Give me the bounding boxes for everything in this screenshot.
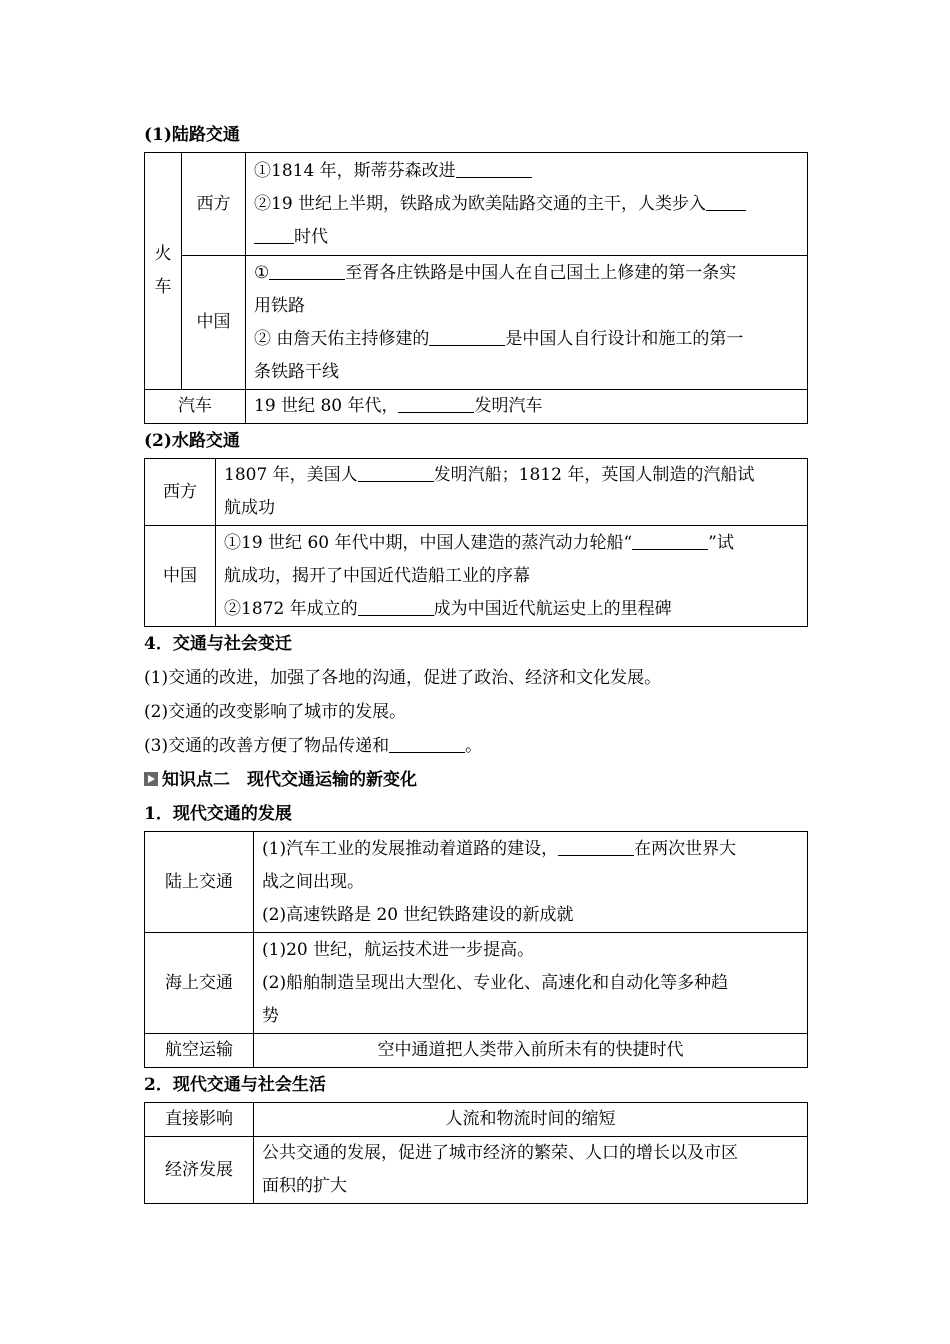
fill-blank[interactable] xyxy=(706,193,746,211)
land-transport-heading: (1)陆路交通 xyxy=(144,125,240,145)
air-content: 空中通道把人类带入前所未有的快捷时代 xyxy=(254,1034,808,1068)
modern-life-table xyxy=(144,1102,808,1204)
knowledge-point-2-heading: 知识点二 现代交通运输的新变化 xyxy=(144,763,808,797)
land-modern-content: (1)汽车工业的发展推动着道路的建设， 在两次世界大 战之间出现。 (2)高速铁路是 20 世纪铁路建设的新成就 xyxy=(254,832,808,933)
section4-p3: (3)交通的改善方便了物品传递和 。 xyxy=(144,736,483,756)
direct-impact-content: 人流和物流时间的缩短 xyxy=(254,1103,808,1137)
land-china-content: ① 至胥各庄铁路是中国人在自己国土上修建的第一条实 用铁路 ② 由詹天佑主持修建的 是中国人自行设计和施工的第一 条铁路干线 xyxy=(246,256,808,390)
section4-p1: (1)交通的改进，加强了各地的沟通，促进了政治、经济和文化发展。 xyxy=(144,668,662,688)
land-modern-label: 陆上交通 xyxy=(145,832,254,933)
fill-blank[interactable] xyxy=(456,160,532,178)
water-china-label: 中国 xyxy=(145,526,216,627)
fill-blank[interactable] xyxy=(398,395,474,413)
fill-blank-cont[interactable] xyxy=(254,226,294,244)
fill-blank[interactable] xyxy=(389,735,465,753)
fill-blank[interactable] xyxy=(429,328,505,346)
fill-blank[interactable] xyxy=(358,464,434,482)
water-west-content: 1807 年，美国人 发明汽船；1812 年，英国人制造的汽船试 航成功 xyxy=(216,459,808,526)
air-label: 航空运输 xyxy=(145,1034,254,1068)
land-west-content: ①1814 年，斯蒂芬森改进 ②19 世纪上半期，铁路成为欧美陆路交通的主干，人类步入 时代 xyxy=(246,153,808,256)
water-transport-heading: (2)水路交通 xyxy=(144,431,240,451)
modern-dev-heading: 1．现代交通的发展 xyxy=(144,804,292,824)
train-label: 火 车 xyxy=(145,153,182,390)
car-content: 19 世纪 80 年代， 发明汽车 xyxy=(246,390,808,424)
fill-blank[interactable] xyxy=(358,598,434,616)
sea-label: 海上交通 xyxy=(145,933,254,1034)
fill-blank[interactable] xyxy=(632,532,708,550)
fill-blank[interactable] xyxy=(558,838,634,856)
economy-label: 经济发展 xyxy=(145,1137,254,1204)
sea-content: (1)20 世纪，航运技术进一步提高。 (2)船舶制造呈现出大型化、专业化、高速化和自动化等多种趋 势 xyxy=(254,933,808,1034)
direct-impact-label: 直接影响 xyxy=(145,1103,254,1137)
land-china-label: 中国 xyxy=(182,256,246,390)
section4-heading: 4．交通与社会变迁 xyxy=(144,634,292,654)
land-west-label: 西方 xyxy=(182,153,246,256)
modern-transport-table xyxy=(144,831,808,1068)
play-marker-icon xyxy=(144,772,158,786)
water-transport-table xyxy=(144,458,808,627)
section4-p2: (2)交通的改变影响了城市的发展。 xyxy=(144,702,407,722)
page-content xyxy=(144,118,808,1204)
car-label: 汽车 xyxy=(145,390,246,424)
water-west-label: 西方 xyxy=(145,459,216,526)
economy-content: 公共交通的发展，促进了城市经济的繁荣、人口的增长以及市区 面积的扩大 xyxy=(254,1137,808,1204)
fill-blank[interactable] xyxy=(269,262,345,280)
modern-life-heading: 2．现代交通与社会生活 xyxy=(144,1075,326,1095)
land-transport-table xyxy=(144,152,808,424)
water-china-content: ①19 世纪 60 年代中期，中国人建造的蒸汽动力轮船“ ”试 航成功，揭开了中国近代造船工业的序幕 ②1872 年成立的 成为中国近代航运史上的里程碑 xyxy=(216,526,808,627)
